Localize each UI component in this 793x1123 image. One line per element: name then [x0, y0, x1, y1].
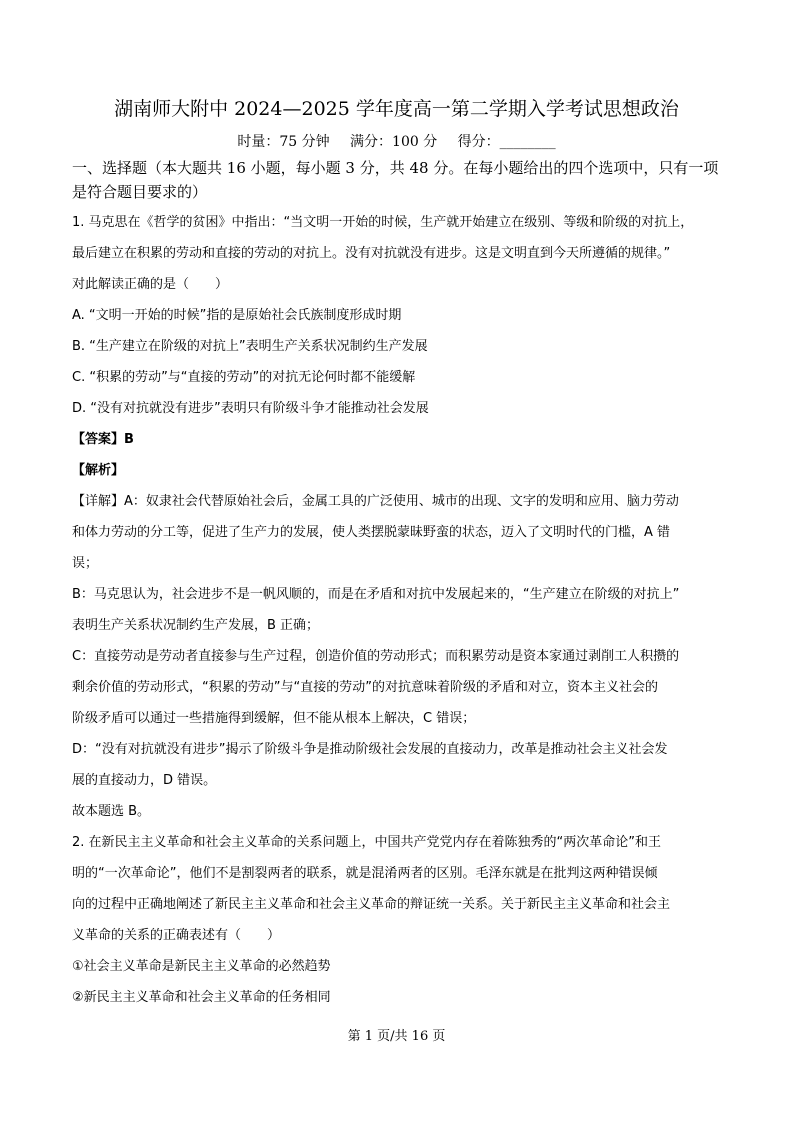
exam-full-score: 满分：100 分	[350, 134, 438, 150]
text-line: 对此解读正确的是（ ）	[72, 277, 229, 292]
text-line: 和体力劳动的分工等，促进了生产力的发展，使人类摆脱蒙昧野蛮的状态，迈入了文明时代的门槛，A 错	[72, 525, 671, 540]
exam-meta	[0, 132, 793, 152]
text-line: 义革命的关系的正确表述有（ ）	[72, 928, 281, 943]
text-line: B. “生产建立在阶级的对抗上”表明生产关系状况制约生产发展	[72, 339, 428, 354]
text-line: 【答案】B	[72, 432, 134, 447]
text-line: D. “没有对抗就没有进步”表明只有阶级斗争才能推动社会发展	[72, 401, 429, 416]
exam-time: 时量：75 分钟	[237, 134, 330, 150]
text-line: 展的直接动力，D 错误。	[72, 773, 217, 788]
text-line: 2. 在新民主主义革命和社会主义革命的关系问题上，中国共产党党内存在着陈独秀的“两次革命论”和王	[72, 835, 662, 850]
text-line: 表明生产关系状况制约生产发展，B 正确；	[72, 618, 320, 633]
exam-title: 湖南师大附中 2024—2025 学年度高一第二学期入学考试思想政治	[114, 98, 679, 120]
text-line: D：“没有对抗就没有进步”揭示了阶级斗争是推动阶级社会发展的直接动力，改革是推动社会主义社会发	[72, 742, 668, 757]
text-line: 最后建立在积累的劳动和直接的劳动的对抗上。没有对抗就没有进步。这是文明直到今天所遵循的规律。”	[72, 246, 671, 261]
text-line: C：直接劳动是劳动者直接参与生产过程，创造价值的劳动形式；而积累劳动是资本家通过剥削工人积攒的	[72, 649, 680, 664]
text-line: C. “积累的劳动”与“直接的劳动”的对抗无论何时都不能缓解	[72, 370, 416, 385]
page-footer: 第 1 页/共 16 页	[347, 1029, 446, 1044]
text-line: 误；	[72, 556, 99, 571]
text-line: 向的过程中正确地阐述了新民主主义革命和社会主义革命的辩证统一关系。关于新民主主义革命和社会主	[72, 897, 671, 912]
text-line: 1. 马克思在《哲学的贫困》中指出：“当文明一开始的时候，生产就开始建立在级别、等级和阶级的对抗上，	[72, 215, 694, 230]
text-line: ②新民主主义革命和社会主义革命的任务相同	[72, 990, 331, 1005]
text-line: 剩余价值的劳动形式，“积累的劳动”与“直接的劳动”的对抗意味着阶级的矛盾和对立，资本主义社会的	[72, 680, 658, 695]
text-line: ①社会主义革命是新民主主义革命的必然趋势	[72, 959, 331, 974]
text-line: A. “文明一开始的时候”指的是原始社会氏族制度形成时期	[72, 308, 402, 323]
text-line: 阶级矛盾可以通过一些措施得到缓解，但不能从根本上解决，C 错误；	[72, 711, 476, 726]
section-heading: 一、选择题（本大题共 16 小题，每小题 3 分，共 48 分。在每小题给出的四个选项中，只有一项是符合题目要求的）	[72, 159, 719, 201]
text-line: 【解析】	[72, 463, 125, 478]
text-line: 故本题选 B。	[72, 804, 151, 819]
text-line: 【详解】A：奴隶社会代替原始社会后，金属工具的广泛使用、城市的出现、文字的发明和应用、脑力劳动	[72, 494, 679, 509]
exam-score-field: 得分：________	[457, 134, 556, 150]
text-line: 明的“一次革命论”，他们不是割裂两者的联系，就是混淆两者的区别。毛泽东就是在批判这两种错误倾	[72, 866, 658, 881]
text-line: B：马克思认为，社会进步不是一帆风顺的，而是在矛盾和对抗中发展起来的，“生产建立在阶级的对抗上”	[72, 587, 680, 602]
